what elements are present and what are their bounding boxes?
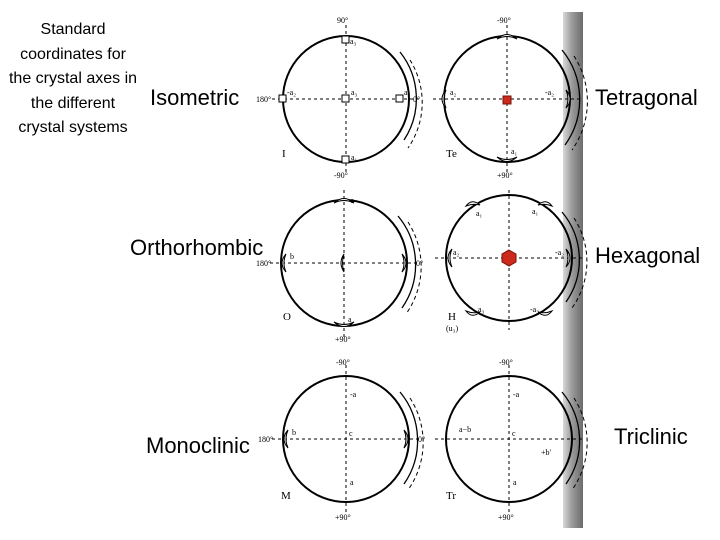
square-marker-left <box>279 95 286 102</box>
stereonet-tetragonal <box>433 16 587 180</box>
angle-left: 180° <box>258 435 274 444</box>
axis-label-a: a <box>350 478 354 487</box>
angle-bottom: +90° <box>498 513 514 522</box>
angle-top: -90° <box>499 358 513 367</box>
axis-label-a3: a₃ <box>478 305 485 314</box>
label-orthorhombic: Orthorhombic <box>130 235 264 260</box>
lens-marker-left <box>284 430 288 448</box>
rotation-arc-outer <box>406 222 424 314</box>
axis-label-a2: a₂ <box>450 88 457 97</box>
axis-label-neg-a: -a <box>350 390 357 399</box>
angle-top: -90° <box>336 358 350 367</box>
system-tag: Te <box>446 148 457 160</box>
stereonet-triclinic <box>435 358 587 522</box>
system-tag: H <box>448 311 456 323</box>
axis-label-a2: a₂ <box>404 88 411 97</box>
axis-label-a1-bottom: a₁ <box>351 153 358 162</box>
axis-label-neg-a: -a <box>348 196 355 205</box>
axis-label-a1: a₁ <box>511 147 518 156</box>
c-axis-hexagon-marker <box>502 250 516 266</box>
system-tag: M <box>281 490 291 502</box>
rotation-arc-outer <box>408 60 422 148</box>
system-tag: I <box>282 148 286 160</box>
axis-label-neg-a2: -a₂ <box>555 248 565 257</box>
axis-label-neg-a2: -a₂ <box>287 88 297 97</box>
axis-label-b-prime: +b' <box>541 448 551 457</box>
angle-left: 180° <box>256 95 272 104</box>
angle-bottom: +90° <box>335 335 351 344</box>
system-tag: O <box>283 311 291 323</box>
label-monoclinic: Monoclinic <box>146 433 250 458</box>
angle-top: 90° <box>337 16 349 25</box>
angle-bottom: +90° <box>497 171 513 180</box>
lens-marker-left <box>448 249 452 267</box>
axis-label-b: b <box>290 252 294 261</box>
square-marker-right <box>396 95 403 102</box>
rotation-arc-outer <box>408 398 426 490</box>
side-note: Standard coordinates for the crystal axes in the different crystal systems <box>8 21 138 136</box>
axis-label-a3-center: a₃ <box>351 88 358 97</box>
label-hexagonal: Hexagonal <box>595 243 701 268</box>
axis-label-a: a <box>348 315 352 324</box>
axis-label-c: c <box>512 429 516 438</box>
stereonet-isometric <box>256 16 422 180</box>
axis-label-a1-right: a₁ <box>532 207 539 216</box>
axis-label-a3: a₃ <box>350 37 357 46</box>
angle-right: 0° <box>416 259 424 268</box>
square-marker-bottom <box>342 156 349 163</box>
axis-label-c: c <box>349 429 353 438</box>
square-marker-center <box>342 95 349 102</box>
lens-marker-right <box>566 249 570 267</box>
system-tag-sub: (u₃) <box>446 324 459 333</box>
label-triclinic: Triclinic <box>614 424 688 449</box>
axis-label-neg-a2: -a₂ <box>545 88 555 97</box>
axis-label-a-minus-b: a−b <box>459 425 472 434</box>
axis-label-b: b <box>292 428 296 437</box>
angle-right: 0° <box>413 95 421 104</box>
stereonet-orthorhombic <box>256 190 423 344</box>
stereonet-monoclinic <box>258 358 425 522</box>
angle-left: 180° <box>256 259 272 268</box>
label-isometric: Isometric <box>150 85 240 110</box>
c-axis-marker <box>503 96 511 104</box>
axis-label-a: a <box>513 478 517 487</box>
angle-bottom: -90° <box>334 171 348 180</box>
angle-bottom: +90° <box>335 513 351 522</box>
system-tag: Tr <box>446 490 456 502</box>
label-tetragonal: Tetragonal <box>595 85 698 110</box>
axis-label-a1: a₁ <box>476 209 483 218</box>
axis-label-a2: a₂ <box>453 248 460 257</box>
stereonet-hexagonal <box>435 190 587 333</box>
axis-label-neg-a: -a <box>513 390 520 399</box>
square-marker-a3 <box>342 36 349 43</box>
angle-right: 0° <box>418 435 426 444</box>
angle-top: -90° <box>497 16 511 25</box>
lens-marker-left <box>282 254 286 272</box>
axis-label-neg-a3: -a₃ <box>530 305 540 314</box>
